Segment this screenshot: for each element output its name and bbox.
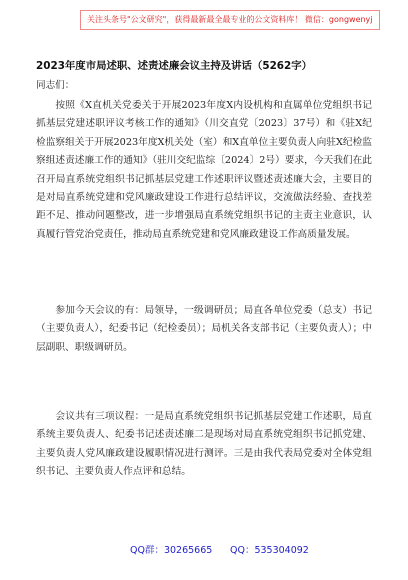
paragraph-attendees: 参加今天会议的有：局领导，一级调研员；局直各单位党委（总支）书记（主要负责人），纪委书记（纪检委员）；局机关各支部书记（主要负责人）；中层副职、职级调研员。 <box>36 305 372 353</box>
footer-qq-contact: QQ：535304092 <box>230 545 309 556</box>
promo-banner-text: 关注头条号"公文研究"，获得最新最全最专业的公文资料库！ 微信：gongwenyj <box>87 15 373 24</box>
paragraph-purpose: 按照《X直机关党委关于开展2023年度X内设机构和直属单位党组织书记抓基层党建述职评议考核工作的通知》（川交直党〔2023〕37号）和《驻X纪检监察组关于开展2023年度X机关处（室）和X直单位主要负责人向驻X纪检监察组述责述廉工作的通知》（驻川交纪监综〔2024〕2号）要求，今天我们在此召开局直系统党组织书记抓基层党建工作述职评议暨述责述廉大会，主要目的是对局直系统党建和党风廉政建设工作进行总结评议，交流做法经验、查找差距不足、推动问题整改，进一步增强局直系统党组织书记的主责主业意识，认真履行管党治党责任，推动局直系统党建和党风廉政建设工作高质量发展。 <box>36 100 372 240</box>
salutation: 同志们： <box>36 80 75 91</box>
footer-qq-group: QQ群：30265665 <box>130 545 213 556</box>
promo-banner <box>80 10 380 30</box>
document-title: 2023年度市局述职、述责述廉会议主持及讲话（5262字） <box>36 60 313 72</box>
paragraph-agenda: 会议共有三项议程：一是局直系统党组织书记抓基层党建工作述职，局直系统主要负责人、纪委书记述责述廉二是现场对局直系统党组织书记抓党建、主要负责人党风廉政建设履职情况进行测评。三是由我代表局党委对全体党组织书记、主要负责人作点评和总结。 <box>36 411 372 478</box>
